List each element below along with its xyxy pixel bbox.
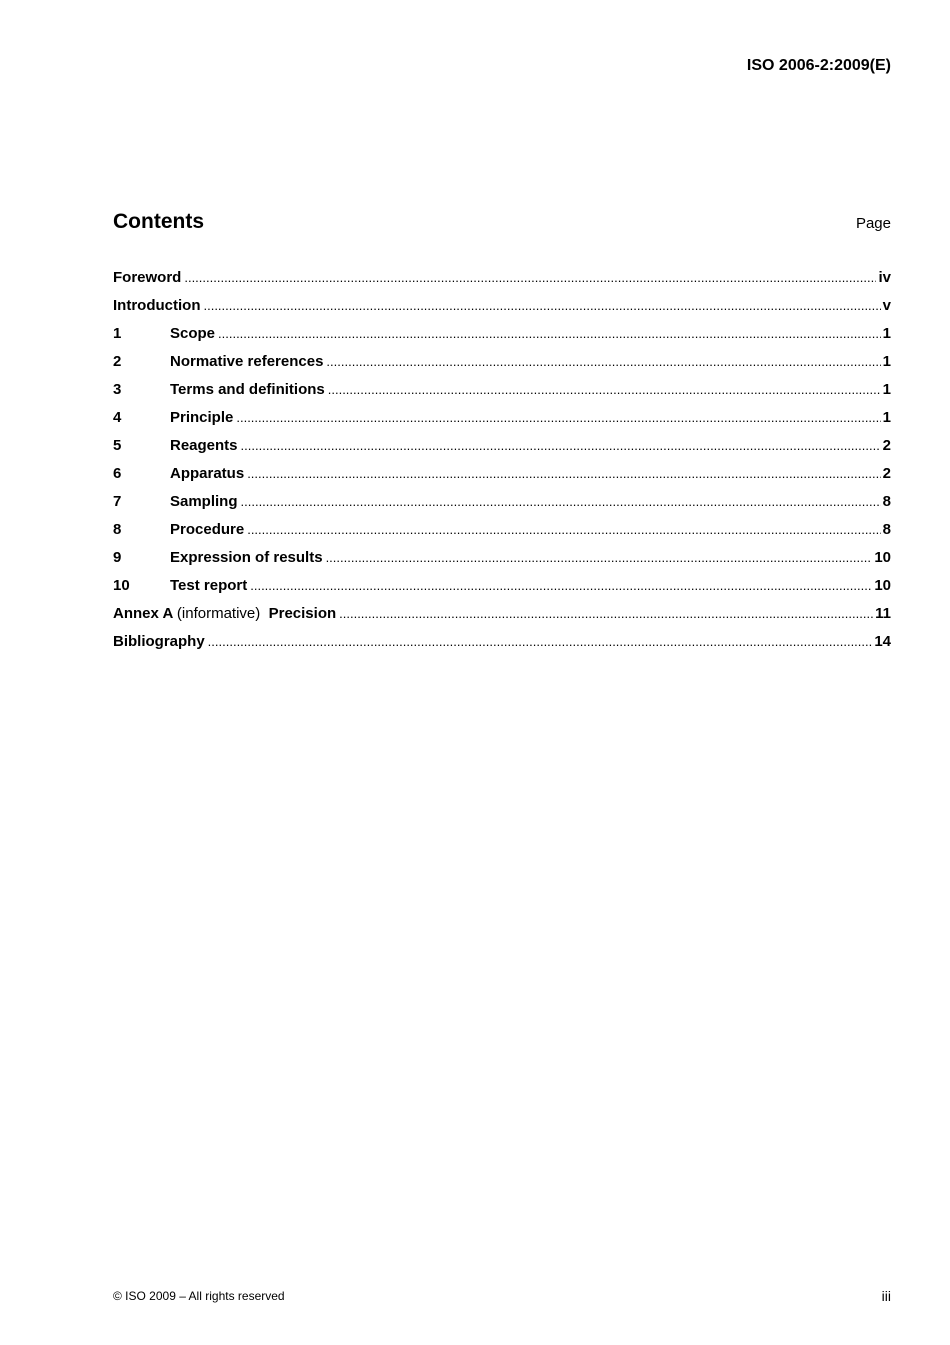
toc-entry-page: 14 (874, 633, 891, 650)
toc-entry-number: 4 (113, 409, 122, 426)
annex-type: (informative) (176, 605, 261, 622)
toc-entry-page: 11 (875, 605, 891, 622)
toc-leader-dots (328, 380, 881, 400)
toc-entry-number: 5 (113, 437, 122, 454)
toc-entry-title: Apparatus (170, 465, 245, 482)
toc-entry-bibliography[interactable] (113, 632, 891, 660)
toc-entry-sampling[interactable] (113, 492, 891, 520)
toc-leader-dots (326, 548, 873, 568)
toc-leader-dots (247, 520, 880, 540)
annex-label: Annex A (113, 605, 173, 622)
toc-leader-dots (241, 436, 881, 456)
toc-entry-title: Normative references (170, 353, 324, 370)
toc-entry-page: 8 (882, 521, 891, 538)
contents-title: Contents (113, 210, 204, 233)
toc-entry-title: Scope (170, 325, 216, 342)
toc-entry-scope[interactable] (113, 324, 891, 352)
toc-entry-title (113, 604, 336, 624)
toc-entry-introduction[interactable] (113, 296, 891, 324)
toc-leader-dots (339, 604, 873, 624)
toc-leader-dots (208, 632, 873, 652)
toc-entry-title: Reagents (170, 437, 238, 454)
footer-page-number: iii (881, 1288, 891, 1304)
toc-entry-title: Principle (170, 409, 234, 426)
toc-entry-page: 1 (882, 353, 891, 370)
toc-leader-dots (236, 408, 880, 428)
toc-entry-title: Test report (170, 577, 248, 594)
toc-entry-annex-a[interactable] (113, 604, 891, 632)
toc-entry-page: 1 (882, 409, 891, 426)
toc-entry-number: 7 (113, 493, 122, 510)
footer-copyright: © ISO 2009 – All rights reserved (113, 1289, 285, 1303)
document-id: ISO 2006-2:2009(E) (746, 57, 891, 74)
toc-entry-title: Sampling (170, 493, 238, 510)
toc-entry-number: 2 (113, 353, 122, 370)
toc-entry-number: 8 (113, 521, 122, 538)
toc-entry-principle[interactable] (113, 408, 891, 436)
toc-entry-number: 1 (113, 325, 122, 342)
toc-leader-dots (241, 492, 881, 512)
toc-entry-page: 2 (882, 437, 891, 454)
toc-entry-reagents[interactable] (113, 436, 891, 464)
toc-entry-number: 9 (113, 549, 122, 566)
toc-entry-title: Procedure (170, 521, 245, 538)
toc-entry-title: Bibliography (113, 633, 205, 650)
toc-entry-number: 3 (113, 381, 122, 398)
toc-entry-number: 10 (113, 577, 130, 594)
toc-entry-page: 2 (882, 465, 891, 482)
toc-entry-procedure[interactable] (113, 520, 891, 548)
toc-entry-number: 6 (113, 465, 122, 482)
toc-leader-dots (326, 352, 880, 372)
toc-leader-dots (250, 576, 872, 596)
toc-entry-page: 1 (882, 381, 891, 398)
toc-entry-page: 10 (874, 577, 891, 594)
toc-entry-page: 10 (874, 549, 891, 566)
toc-leader-dots (247, 464, 880, 484)
contents-header (113, 209, 891, 237)
toc-entry-foreword[interactable] (113, 268, 891, 296)
toc-leader-dots (184, 268, 876, 288)
toc-entry-expression-of-results[interactable] (113, 548, 891, 576)
toc-entry-terms-and-definitions[interactable] (113, 380, 891, 408)
toc-leader-dots (203, 296, 880, 316)
toc-leader-dots (218, 324, 881, 344)
toc-entry-title: Foreword (113, 269, 182, 286)
toc-entry-test-report[interactable] (113, 576, 891, 604)
toc-entry-title: Expression of results (170, 549, 323, 566)
toc-entry-page: iv (878, 269, 891, 286)
table-of-contents (113, 268, 891, 660)
toc-entry-normative-references[interactable] (113, 352, 891, 380)
toc-entry-page: v (882, 297, 891, 314)
toc-entry-title: Introduction (113, 297, 201, 314)
page-column-label: Page (855, 215, 891, 232)
annex-title: Precision (268, 605, 337, 622)
toc-entry-page: 1 (882, 325, 891, 342)
toc-entry-apparatus[interactable] (113, 464, 891, 492)
toc-entry-page: 8 (882, 493, 891, 510)
toc-entry-title: Terms and definitions (170, 381, 325, 398)
